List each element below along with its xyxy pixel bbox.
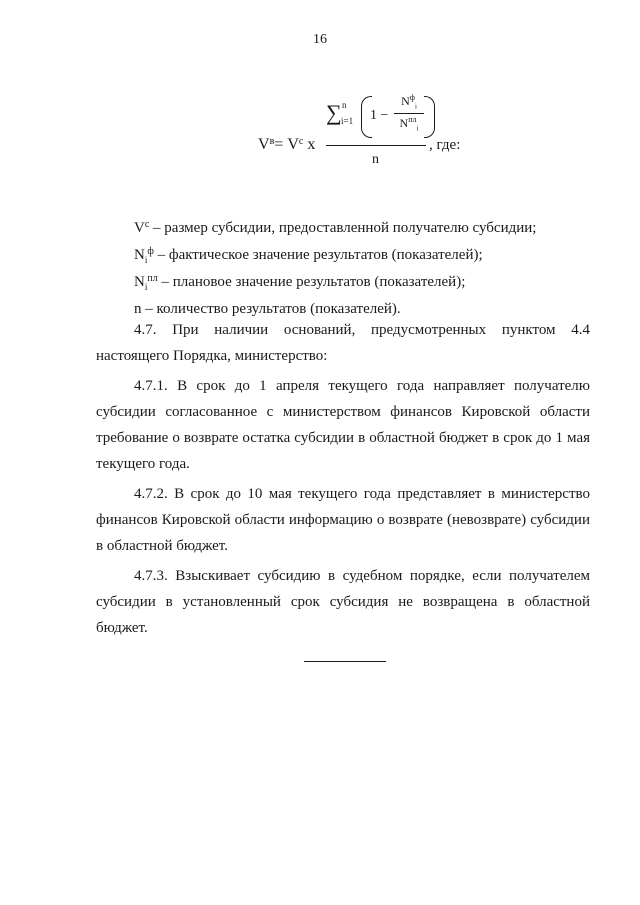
definition-text: – плановое значение результатов (показателей); — [157, 274, 466, 290]
ratio-numerator — [394, 94, 424, 110]
definition-item — [134, 292, 604, 319]
ratio-fraction-line — [394, 113, 424, 114]
ratio-den-sup: пл — [408, 115, 417, 125]
sum-lower-limit: i=1 — [341, 116, 354, 126]
paragraph-4-7: 4.7. При наличии оснований, предусмотренных пунктом 4.4 настоящего Порядка, министерство: — [96, 322, 590, 364]
paragraph-4-7-1: 4.7.1. В срок до 1 апреля текущего года направляет получателю субсидии согласованное с министерством финансов Кировской области требование о возврате остатка субсидии в областной бюджет в срок до 1 мая текущего года. — [96, 378, 590, 472]
definition-text: – количество результатов (показателей). — [141, 301, 401, 317]
ratio-den-sub: i — [416, 124, 419, 133]
definition-item — [134, 265, 604, 292]
ratio-fraction — [394, 94, 424, 133]
definition-text: – фактическое значение результатов (показателей); — [153, 247, 483, 263]
definition-symbol: $N_i^ф$ — [134, 246, 154, 265]
formula — [0, 88, 640, 178]
paragraph-4-7-2: 4.7.2. В срок до 10 мая текущего года представляет в министерство финансов Кировской области информацию о возврате (невозврате) субсидии в областной бюджет. — [96, 486, 590, 554]
lhs-superscript: в — [269, 136, 275, 147]
formula-lhs — [258, 136, 315, 154]
lhs-symbol: V — [258, 136, 270, 153]
main-denominator: n — [372, 152, 379, 167]
ratio-denominator — [394, 116, 424, 132]
ratio-num-sup: ф — [409, 93, 415, 102]
definition-text: – размер субсидии, предоставленной получателю субсидии; — [149, 220, 537, 236]
definitions-list — [134, 211, 604, 319]
paragraph-4-7-3: 4.7.3. Взыскивает субсидию в судебном порядке, если получателем субсидии в установленный срок субсидия не возвращена в областной бюджет. — [96, 568, 590, 636]
sum-sigma: ∑ — [326, 100, 342, 125]
parenthesized-term — [361, 94, 435, 140]
page-number: 16 — [313, 32, 327, 47]
right-parenthesis — [424, 96, 435, 138]
sum-upper-limit: n — [342, 100, 347, 110]
main-fraction-line — [326, 145, 426, 146]
one-minus: 1 − — [370, 108, 389, 123]
definition-item — [134, 238, 604, 265]
rhs-superscript: c — [298, 136, 304, 147]
definition-symbol: n — [134, 301, 142, 317]
ratio-num-sub: i — [414, 102, 417, 111]
definition-symbol: $V^c$ — [134, 219, 150, 236]
rhs-symbol: V — [287, 136, 299, 153]
document-body — [96, 317, 590, 645]
ratio-den-symbol: N — [399, 116, 409, 131]
ratio-num-symbol: N — [401, 94, 410, 108]
end-divider — [304, 661, 386, 662]
equals-sign: = — [274, 136, 284, 153]
times-sign: x — [307, 136, 316, 153]
definition-symbol: $N_i^{пл}$ — [134, 273, 158, 292]
formula-suffix: , где: — [429, 137, 461, 153]
definition-item — [134, 211, 604, 238]
